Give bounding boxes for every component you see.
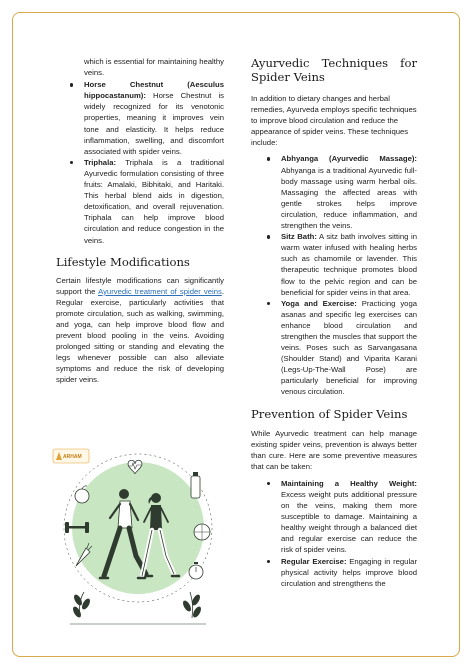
prevention-text: Excess weight puts additional pressure on the veins, making them more susceptible to damage. Maintaining a healthy weight through a balanced diet and regular exercise can reduce the risk of spider veins. bbox=[281, 490, 417, 555]
technique-name: Abhyanga (Ayurvedic Massage): bbox=[281, 154, 417, 164]
walking-couple-illustration bbox=[50, 446, 220, 638]
technique-text: A sitz bath involves sitting in warm water infused with healing herbs such as chamomile or lavender. This therapeutic technique promotes blood flow to the pelvic region and can be beneficial for spider veins in that area. bbox=[281, 232, 417, 297]
techniques-intro: In addition to dietary changes and herbal remedies, Ayurveda employs specific techniques to improve blood circulation and reduce the appearance of spider veins. These techniques include: bbox=[251, 94, 417, 148]
lifestyle-text-before: Certain lifestyle modifications can significantly support the bbox=[56, 275, 224, 296]
techniques-heading: Ayurvedic Techniques for Spider Veins bbox=[251, 56, 417, 84]
list-item bbox=[251, 478, 417, 556]
prevention-name: Regular Exercise: bbox=[281, 556, 347, 566]
lifestyle-heading: Lifestyle Modifications bbox=[56, 254, 190, 269]
technique-text: Abhyanga is a traditional Ayurvedic full-body massage using warm herbal oils. Massaging the affected areas with gentle strokes helps improve circulation, reduce inflammation, and strengthen the veins. bbox=[281, 165, 417, 231]
prevention-intro: While Ayurvedic treatment can help manage existing spider veins, prevention is always better than cure. Here are some preventive measures that can be taken: bbox=[251, 428, 417, 471]
list-item bbox=[251, 556, 417, 589]
technique-name: Yoga and Exercise: bbox=[281, 298, 357, 308]
herb-list bbox=[56, 79, 224, 245]
list-item bbox=[56, 157, 224, 246]
herb-text: Horse Chestnut is widely recognized for its venotonic properties, meaning it improves vein tone and elasticity. It helps reduce inflammation, swelling, and discomfort associated with spider veins. bbox=[84, 91, 224, 156]
prevention-text: Engaging in regular physical activity helps improve blood circulation and strengthens the bbox=[281, 556, 417, 588]
left-column bbox=[56, 56, 224, 386]
technique-text: Practicing yoga asanas and specific leg exercises can enhance blood circulation and strengthen the muscles that support the veins. Poses such as Sarvangasana (Shoulder Stand) and Viparita Karani (Legs-Up-The-Wall Pose) are particularly beneficial for improving venous circulation. bbox=[281, 298, 417, 397]
herb-name: Triphala: bbox=[84, 157, 117, 167]
intro-continuation: which is essential for maintaining healthy veins. bbox=[84, 57, 224, 78]
herb-name: Horse Chestnut (Aesculus hippocastanum): bbox=[84, 80, 224, 101]
right-column bbox=[251, 56, 417, 589]
water-bottle-icon bbox=[191, 472, 200, 498]
lifestyle-paragraph bbox=[56, 275, 224, 386]
technique-name: Sitz Bath: bbox=[281, 232, 317, 242]
illustration-svg bbox=[50, 446, 220, 638]
list-item bbox=[251, 153, 417, 231]
logo bbox=[53, 449, 89, 463]
prevention-list bbox=[251, 478, 417, 589]
logo-text: ARHAM bbox=[63, 454, 82, 460]
ayurvedic-treatment-link[interactable]: Ayurvedic treatment of spider veins bbox=[98, 286, 222, 296]
techniques-list bbox=[251, 153, 417, 397]
plant-right-icon bbox=[181, 592, 202, 619]
list-item bbox=[251, 231, 417, 298]
list-item bbox=[251, 298, 417, 398]
prevention-heading: Prevention of Spider Veins bbox=[251, 406, 408, 421]
plant-left-icon bbox=[71, 592, 91, 619]
list-item bbox=[56, 79, 224, 157]
lifestyle-text-after: . Regular exercise, particularly activities that promote circulation, such as walking, swimming, and yoga, can help improve blood flow and prevent blood pooling in the veins. Avoiding prolonged sitting or standing and elevating the legs whenever possible can also alleviate symptoms and reduce the risk of developing spider veins. bbox=[56, 286, 224, 385]
herb-text: Triphala is a traditional Ayurvedic formulation consisting of three fruits: Amalaki, Bibhitaki, and Haritaki. This herbal blend aids in digestion, detoxification, and overall rejuvenation. Triphala can help improve blood circulation and reduce congestion in the veins. bbox=[84, 157, 224, 245]
ball-icon bbox=[194, 524, 210, 540]
background-circle bbox=[72, 462, 204, 594]
prevention-name: Maintaining a Healthy Weight: bbox=[281, 478, 417, 488]
